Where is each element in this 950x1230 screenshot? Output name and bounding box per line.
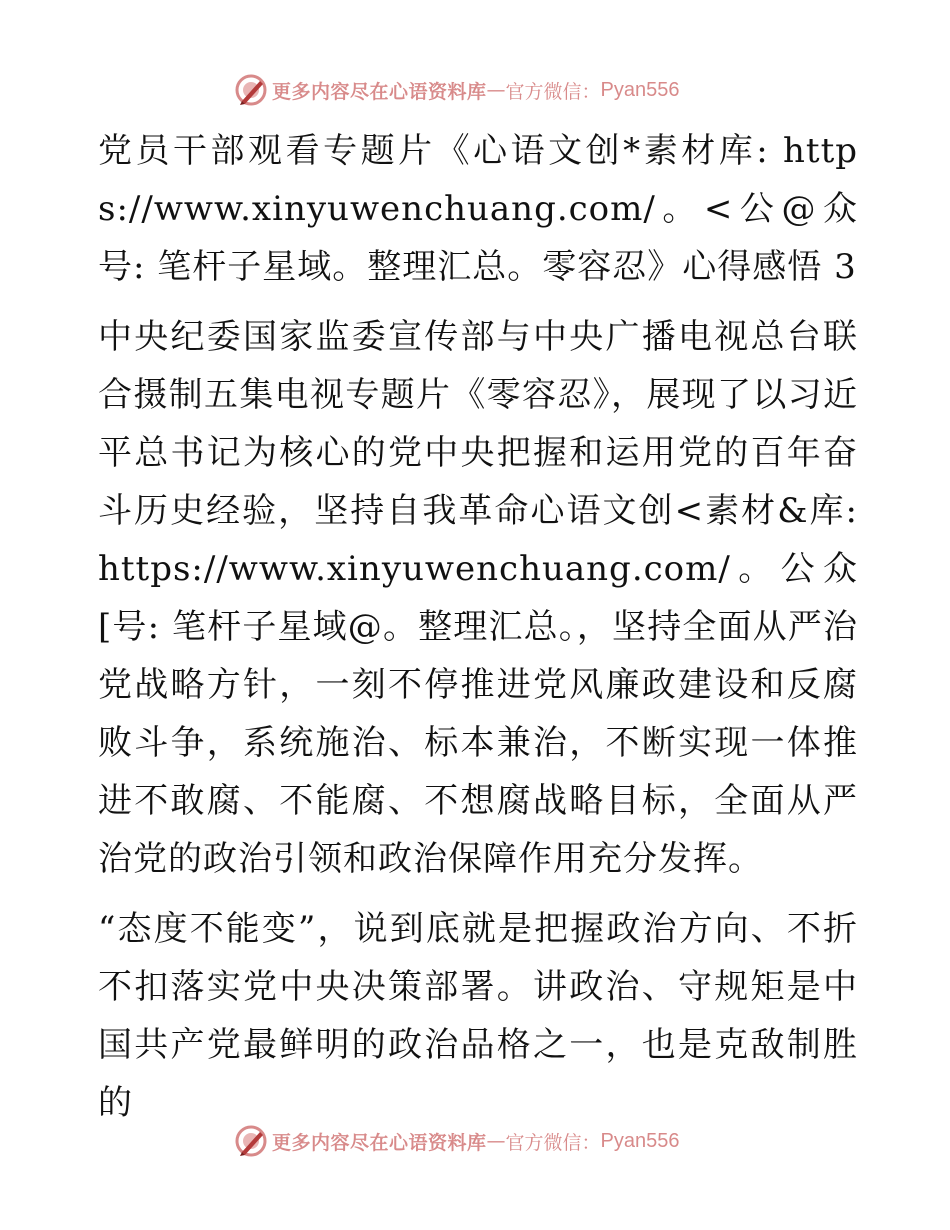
watermark-wechat-id: Pyan556 — [600, 78, 680, 101]
pen-logo-icon — [234, 73, 268, 107]
footer-watermark — [234, 1121, 714, 1161]
watermark-official-label: 官方微信： — [505, 80, 601, 103]
paragraph-body: “态度不能变”，说到底就是把握政治方向、不折不扣落实党中央决策部署。讲政治、守规矩是中国共产党最鲜明的政治品格之一，也是克敌制胜的 — [98, 909, 858, 1123]
watermark-site-text: 更多内容尽在心语资料库 — [272, 1131, 487, 1154]
watermark-official-label: 官方微信： — [505, 1131, 601, 1154]
watermark-wechat-id: Pyan556 — [600, 1129, 680, 1152]
header-watermark — [234, 70, 714, 110]
paragraph-title: 党员干部观看专题片《心语文创*素材库: https://www.xinyuwenchuang.com/。<公@众号: 笔杆子星域。整理汇总。零容忍》心得感悟 3 — [98, 131, 858, 287]
document-body — [98, 122, 858, 1144]
watermark-site-text: 更多内容尽在心语资料库 — [272, 80, 487, 103]
watermark-dash: — — [486, 1130, 506, 1152]
watermark-dash: — — [486, 79, 506, 101]
paragraph-body: 中央纪委国家监委宣传部与中央广播电视总台联合摄制五集电视专题片《零容忍》，展现了以习近平总书记为核心的党中央把握和运用党的百年奋斗历史经验，坚持自我革命心语文创<素材&库: https://www.xinyuwenchuang.com/。公众[号: 笔杆子星域@。整理汇总。，坚持全面从严治党战略方针，一刻不停推进党风廉政建设和反腐败斗争，系统施治、标本兼治，不断实现一体推进不敢腐、不能腐、不想腐战略目标，全面从严治党的政治引领和政治保障作用充分发挥。 — [98, 317, 858, 879]
pen-logo-icon — [234, 1124, 268, 1158]
